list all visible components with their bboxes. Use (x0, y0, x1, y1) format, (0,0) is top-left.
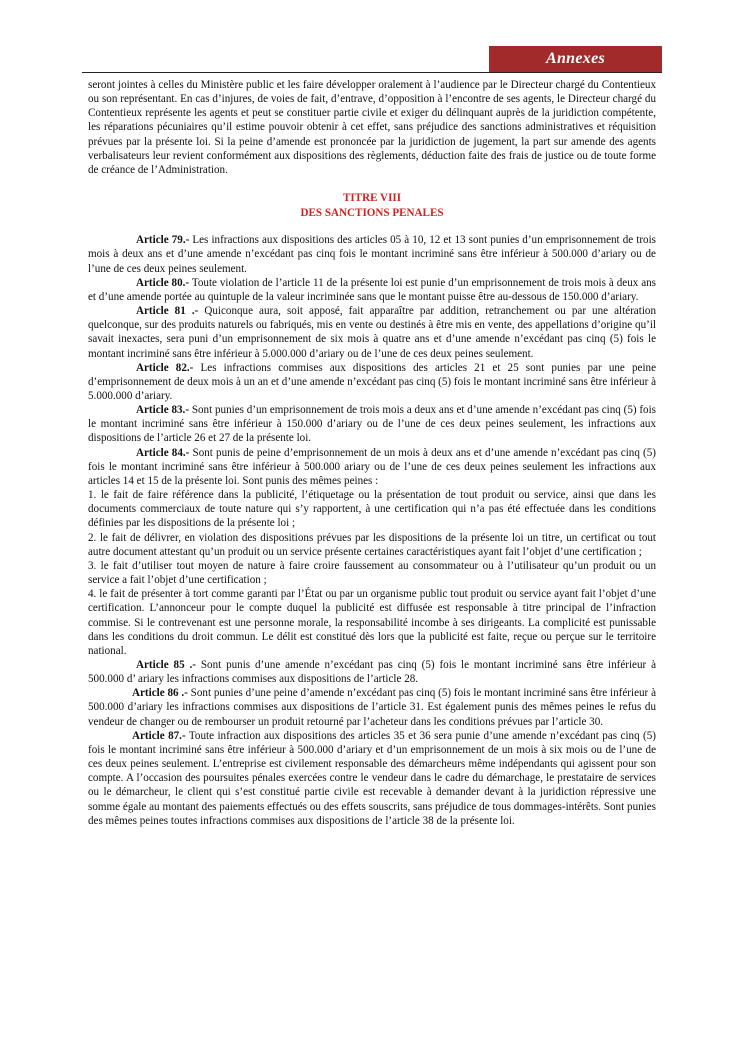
article-80 (88, 276, 656, 304)
section-label: Annexes (546, 50, 605, 67)
list-item: 2. le fait de délivrer, en violation des dispositions prévues par les dispositions de la présente loi un titre, un certificat ou tout autre document attestant qu’un produit ou un service présente certaines caractéristiques ayant fait l’objet d’une certification ; (88, 531, 656, 558)
article-label: Article 81 .- (136, 305, 199, 318)
article-85 (88, 658, 656, 686)
article-87 (88, 729, 656, 828)
article-text: Sont punis d’une amende n’excédant pas cinq (5) fois le montant incriminé sans être inférieur à 500.000 d’ ariary les infractions commises aux dispositions de l’article 28. (88, 658, 656, 686)
article-86 (88, 686, 656, 728)
article-79 (88, 233, 656, 275)
article-text: Les infractions aux dispositions des articles 05 à 10, 12 et 13 sont punies d’un emprisonnement de trois mois à deux ans et d’une amende n’excédant pas cinq fois le montant incriminé sans être inférieur à 500.000 d’ariary ou de l’une de ces deux peines seulement. (88, 234, 656, 275)
article-label: Article 84.- (136, 446, 190, 459)
article-83 (88, 403, 656, 445)
article-text: Sont punies d’une peine d’amende n’excédant pas cinq (5) fois le montant incriminé sans être inférieur à 500.000 d’ariary les infractions commises aux dispositions de l’article 31. Est également punis des mêmes peines le refus du vendeur de changer ou de rembourser un produit retourné par l’acheteur dans les conditions prévues par l’article 30. (88, 687, 656, 728)
article-label: Article 80.- (136, 276, 190, 289)
article-text: Sont punis de peine d’emprisonnement de un mois à deux ans et d’une amende n’excédant pas cinq (5) fois le montant incriminé sans être inférieur à 500.000 ariary ou de l’une de ces deux peines seulement les infractions aux articles 14 et 15 de la présente loi. Sont punis des mêmes peines : (88, 446, 656, 487)
list-item: 4. le fait de présenter à tort comme garanti par l’État ou par un organisme public tout produit ou service ayant fait l’objet d’une certification. L’annonceur pour le compte duquel la publicité est diffusée est responsable à titre principal de l’infraction commise. Si le contrevenant est une personne morale, la responsabilité incombe à ses dirigeants. La complicité est punissable dans les conditions du droit commun. Le délit est constitué dès lors que la publicité est faite, reçue ou perçue sur le territoire national. (88, 588, 656, 657)
title-number: TITRE VIII (342, 192, 402, 205)
article-82 (88, 361, 656, 403)
article-text: Les infractions commises aux dispositions des articles 21 et 25 sont punies par une peine d’emprisonnement de deux mois à un an et d’une amende n’excédant pas cinq (5) fois le montant incriminé sans être inférieur à 5.000.000 d’ariary. (88, 361, 657, 402)
title-block (88, 191, 656, 220)
article-label: Article 83.- (136, 404, 190, 417)
article-text: Toute infraction aux dispositions des articles 35 et 36 sera punie d’une amende n’excédant pas cinq (5) fois le montant incriminé sans être inférieur à 500.000 d’ariary et d’un emprisonnement de un mois à six mois ou de l’une de ces deux peines seulement. L’entreprise est civilement responsable des démarcheurs même indépendants qui agissent pour son compte. A l’occasion des poursuites pénales exercées contre le vendeur dans le cadre du démarchage, le prestataire de services ou le démarcheur, le client qui s’est constitué partie civile est recevable à demander devant à la juridiction répressive une somme égale au montant des paiements effectués ou des effets souscrits, sans préjudice de tous dommages-intérêts. Sont punies des mêmes peines toutes infractions commises aux dispositions de l’article 38 de la présente loi. (88, 729, 656, 827)
article-label: Article 86 .- (132, 687, 188, 700)
document-body (88, 78, 656, 828)
article-84 (88, 446, 656, 488)
article-label: Article 87.- (132, 729, 186, 742)
article-text: Quiconque aura, soit apposé, fait apparaître par addition, retranchement ou par une altération quelconque, sur des produits naturels ou fabriqués, mis en vente ou destinés à être mis en vente, des appellations d’origine qu’il savait inexactes, sera puni d’un emprisonnement de six mois à quatre ans et d’une amende n’excédant pas cinq (5) fois le montant incriminé sans être inférieur à 5.000.000 d’ariary ou de l’une de ces deux peines seulement. (88, 305, 656, 360)
article-label: Article 79.- (136, 234, 190, 247)
section-header-band (489, 46, 662, 72)
article-label: Article 82.- (136, 361, 194, 374)
article-label: Article 85 .- (136, 658, 196, 671)
article-81 (88, 304, 656, 361)
intro-paragraph: seront jointes à celles du Ministère public et les faire développer oralement à l’audience par le Directeur chargé du Contentieux ou son représentant. En cas d’injures, de voies de fait, d’entrave, d’opposition à l’encontre de ses agents, le Directeur chargé du Contentieux représente les agents et peut se constituer partie civile et exiger du délinquant auprès de la juridiction compétente, les réparations pécuniaires qu’il estime pouvoir obtenir à cet effet, sans préjudice des sanctions administratives et réquisition prévues par la présente loi. Si la peine d’amende est prononcée par la juridiction de jugement, la part sur amende des agents verbalisateurs leur revient conformément aux dispositions des règlements, déduction faite des frais de justice ou de toute forme de créance de l’Administration. (88, 79, 656, 176)
article-text: Toute violation de l’article 11 de la présente loi est punie d’un emprisonnement de trois mois à deux ans et d’une amende portée au quintuple de la valeur incriminée sans que le montant puisse être au-dessous de 150.000 d’ariary. (88, 276, 656, 303)
list-item: 1. le fait de faire référence dans la publicité, l’étiquetage ou la présentation de tout produit ou service, ainsi que dans les documents commerciaux de toute nature qui s’y rapportent, à une certification qui n’a pas été effectuée dans les conditions définies par les dispositions de la présente loi ; (88, 489, 656, 530)
article-text: Sont punies d’un emprisonnement de trois mois a deux ans et d’une amende n’excédant pas cinq (5) fois le montant incriminé sans être inférieur à 150.000 d’ariary ou de l’une de ces deux peines seulement, les infractions aux dispositions de l’article 26 et 27 de la présente loi. (88, 404, 656, 445)
title-heading: DES SANCTIONS PENALES (300, 206, 444, 219)
header-rule (82, 72, 662, 73)
list-item: 3. le fait d’utiliser tout moyen de nature à faire croire faussement au consommateur ou à l’utilisateur qu’un produit ou un service a fait l’objet d’une certification ; (88, 559, 656, 587)
